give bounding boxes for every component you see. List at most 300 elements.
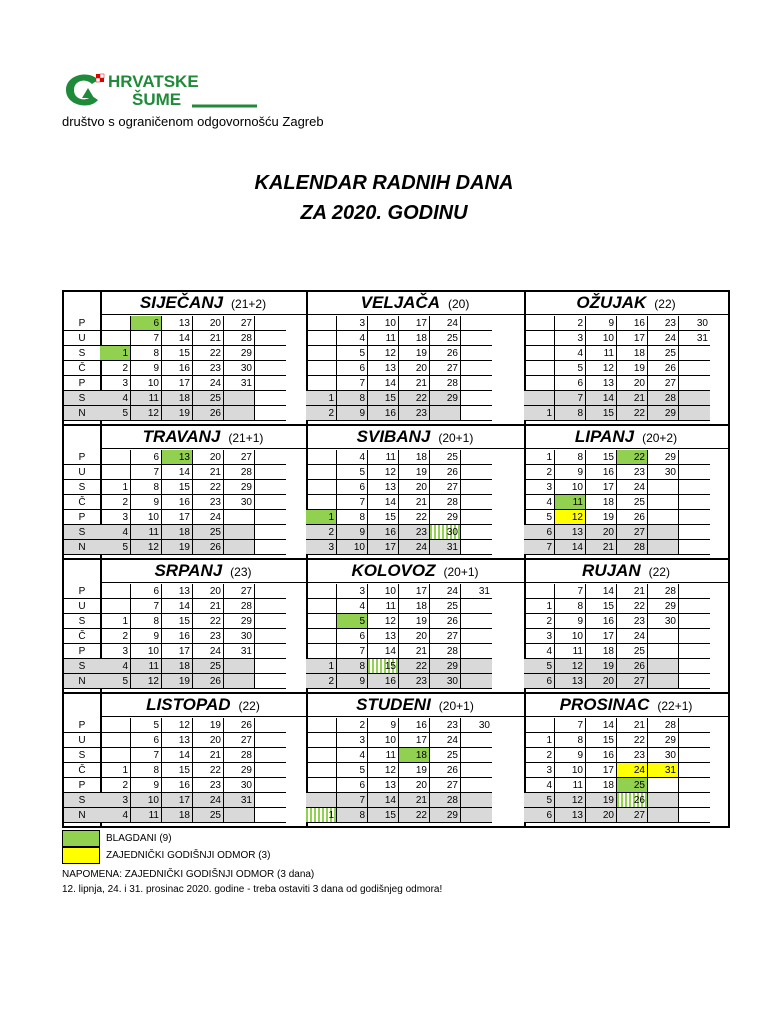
day-label: P [64, 450, 100, 465]
day-cell: 6 [337, 778, 368, 793]
day-cell: 23 [193, 361, 224, 376]
day-label: P [64, 718, 100, 733]
day-cell: 3 [100, 376, 131, 391]
week-row [306, 391, 524, 406]
day-cell [679, 644, 710, 659]
day-cell: 18 [586, 778, 617, 793]
day-cell [524, 584, 555, 599]
day-cell: 22 [617, 450, 648, 465]
week-row [306, 763, 524, 778]
day-cell: 16 [586, 614, 617, 629]
day-cell: 17 [368, 540, 399, 555]
day-cell: 12 [368, 465, 399, 480]
day-cell: 4 [337, 748, 368, 763]
day-cell: 18 [162, 659, 193, 674]
week-row [524, 793, 728, 808]
day-cell: 1 [100, 614, 131, 629]
day-cell: 3 [337, 584, 368, 599]
day-cell: 7 [131, 748, 162, 763]
week-row [306, 674, 524, 689]
day-cell: 31 [430, 540, 461, 555]
day-cell: 20 [399, 629, 430, 644]
note [62, 867, 442, 897]
day-cell [255, 778, 286, 793]
day-cell: 4 [555, 346, 586, 361]
day-cell: 2 [524, 748, 555, 763]
day-cell: 2 [555, 316, 586, 331]
day-cell [255, 659, 286, 674]
day-cell: 4 [100, 525, 131, 540]
day-label: P [64, 510, 100, 525]
week-row [524, 480, 728, 495]
day-cell [679, 718, 710, 733]
day-cell [306, 316, 337, 331]
day-label: U [64, 465, 100, 480]
day-cell: 19 [399, 465, 430, 480]
day-cell: 26 [617, 659, 648, 674]
day-cell: 17 [586, 763, 617, 778]
day-cell [224, 510, 255, 525]
day-cell: 3 [524, 629, 555, 644]
day-cell: 10 [337, 540, 368, 555]
day-cell: 12 [555, 510, 586, 525]
day-cell: 14 [586, 584, 617, 599]
week-row [524, 599, 728, 614]
day-cell: 15 [162, 763, 193, 778]
day-cell [306, 361, 337, 376]
day-cell [306, 748, 337, 763]
day-cell: 13 [555, 808, 586, 823]
day-cell: 1 [306, 510, 337, 525]
day-cell: 19 [162, 540, 193, 555]
day-cell: 18 [162, 525, 193, 540]
month-header [100, 426, 306, 449]
month-header [524, 560, 728, 583]
day-cell [461, 778, 492, 793]
day-cell [461, 480, 492, 495]
month-count: (20+1) [438, 431, 474, 445]
month-srpanj [100, 560, 308, 692]
day-cell: 7 [555, 391, 586, 406]
day-cell: 17 [162, 644, 193, 659]
day-cell: 11 [555, 495, 586, 510]
day-cell [306, 599, 337, 614]
day-cell [255, 331, 286, 346]
day-label: P [64, 316, 100, 331]
day-label: Č [64, 361, 100, 376]
day-cell: 7 [337, 644, 368, 659]
quarter-block [64, 560, 728, 694]
day-cell: 3 [524, 480, 555, 495]
week-row [100, 480, 306, 495]
day-cell: 1 [100, 763, 131, 778]
day-cell: 19 [586, 793, 617, 808]
day-cell [679, 763, 710, 778]
day-cell: 16 [162, 629, 193, 644]
day-cell [255, 465, 286, 480]
day-cell: 9 [368, 718, 399, 733]
day-cell: 4 [524, 778, 555, 793]
day-cell [306, 644, 337, 659]
day-cell: 19 [586, 659, 617, 674]
day-cell [306, 614, 337, 629]
day-cell: 19 [586, 510, 617, 525]
month-name: STUDENI [356, 695, 431, 714]
day-cell [679, 450, 710, 465]
day-cell: 18 [617, 346, 648, 361]
month-name: SVIBANJ [356, 427, 431, 446]
day-cell: 24 [399, 540, 430, 555]
day-cell: 12 [131, 540, 162, 555]
week-row [100, 748, 306, 763]
day-cell: 13 [368, 629, 399, 644]
day-cell: 24 [648, 331, 679, 346]
day-cell [100, 733, 131, 748]
day-cell: 29 [648, 450, 679, 465]
month-header [306, 560, 524, 583]
day-cell [524, 316, 555, 331]
day-cell: 15 [586, 450, 617, 465]
day-cell: 7 [131, 465, 162, 480]
day-cell: 4 [100, 391, 131, 406]
day-cell [679, 674, 710, 689]
month-count: (20) [448, 297, 470, 311]
legend-label: ZAJEDNIČKI GODIŠNJI ODMOR (3) [106, 850, 271, 861]
day-cell [255, 718, 286, 733]
day-cell: 7 [131, 331, 162, 346]
day-label: Č [64, 629, 100, 644]
day-cell [679, 465, 710, 480]
week-row [306, 495, 524, 510]
week-row [100, 450, 306, 465]
day-cell: 13 [162, 316, 193, 331]
day-cell: 29 [224, 614, 255, 629]
day-cell: 6 [524, 808, 555, 823]
day-cell: 8 [131, 763, 162, 778]
day-cell: 1 [524, 450, 555, 465]
day-cell [100, 450, 131, 465]
day-cell [648, 808, 679, 823]
day-label: S [64, 391, 100, 406]
day-cell [255, 614, 286, 629]
day-cell: 18 [399, 748, 430, 763]
day-cell: 24 [617, 763, 648, 778]
day-cell: 3 [337, 316, 368, 331]
day-cell: 29 [648, 406, 679, 421]
day-cell [461, 599, 492, 614]
day-cell: 12 [162, 718, 193, 733]
day-cell [679, 808, 710, 823]
day-cell: 29 [648, 733, 679, 748]
day-cell [100, 584, 131, 599]
day-cell [255, 391, 286, 406]
day-cell: 22 [193, 346, 224, 361]
day-cell [430, 406, 461, 421]
day-cell: 13 [555, 674, 586, 689]
day-cell: 18 [399, 599, 430, 614]
day-cell: 28 [224, 599, 255, 614]
week-row [100, 674, 306, 689]
day-cell: 11 [555, 778, 586, 793]
week-row [524, 629, 728, 644]
day-cell [461, 331, 492, 346]
month-header [306, 426, 524, 449]
day-cell: 12 [368, 346, 399, 361]
day-cell: 25 [193, 391, 224, 406]
week-row [524, 778, 728, 793]
day-cell: 28 [224, 465, 255, 480]
day-cell: 3 [524, 763, 555, 778]
day-cell [524, 391, 555, 406]
day-cell: 23 [648, 316, 679, 331]
day-cell: 22 [617, 733, 648, 748]
day-cell: 16 [368, 525, 399, 540]
day-cell [255, 346, 286, 361]
week-row [306, 406, 524, 421]
day-cell: 26 [224, 718, 255, 733]
day-cell [306, 793, 337, 808]
day-cell [255, 793, 286, 808]
month-svibanj [306, 426, 526, 558]
day-cell [255, 316, 286, 331]
week-row [524, 748, 728, 763]
day-cell: 28 [224, 748, 255, 763]
week-row [306, 450, 524, 465]
day-cell: 21 [586, 540, 617, 555]
week-row [524, 346, 728, 361]
day-cell: 21 [399, 793, 430, 808]
day-cell: 5 [100, 406, 131, 421]
week-row [100, 465, 306, 480]
day-cell: 17 [617, 331, 648, 346]
day-cell: 25 [617, 495, 648, 510]
day-cell: 28 [224, 331, 255, 346]
day-cell: 25 [430, 748, 461, 763]
day-cell: 26 [430, 346, 461, 361]
day-cell: 30 [648, 614, 679, 629]
day-cell: 28 [430, 376, 461, 391]
day-cell: 17 [162, 510, 193, 525]
month-header [100, 560, 306, 583]
day-label: U [64, 331, 100, 346]
day-cell: 5 [100, 674, 131, 689]
day-cell: 14 [586, 391, 617, 406]
day-cell: 27 [224, 450, 255, 465]
day-cell: 27 [430, 629, 461, 644]
day-cell: 16 [368, 406, 399, 421]
week-row [306, 793, 524, 808]
week-row [100, 778, 306, 793]
week-row [100, 361, 306, 376]
day-cell: 17 [399, 733, 430, 748]
day-cell: 1 [306, 659, 337, 674]
day-cell: 6 [337, 480, 368, 495]
day-labels [64, 694, 102, 826]
week-row [306, 778, 524, 793]
day-cell: 11 [368, 450, 399, 465]
legend [62, 830, 270, 864]
week-row [306, 614, 524, 629]
week-row [524, 510, 728, 525]
day-cell: 26 [193, 540, 224, 555]
day-cell [306, 346, 337, 361]
day-cell: 4 [100, 808, 131, 823]
week-row [306, 346, 524, 361]
quarter-block [64, 292, 728, 426]
day-cell: 16 [162, 495, 193, 510]
month-name: TRAVANJ [142, 427, 221, 446]
day-cell: 1 [524, 406, 555, 421]
day-cell: 5 [524, 510, 555, 525]
day-cell [461, 450, 492, 465]
day-cell [255, 674, 286, 689]
day-cell [100, 718, 131, 733]
day-cell [224, 659, 255, 674]
day-cell: 8 [555, 733, 586, 748]
day-cell: 14 [368, 793, 399, 808]
day-cell [461, 510, 492, 525]
day-cell: 28 [648, 584, 679, 599]
day-cell: 9 [131, 629, 162, 644]
day-cell [306, 718, 337, 733]
company-subtitle: društvo s ograničenom odgovornošću Zagreb [62, 114, 324, 129]
day-cell: 30 [224, 361, 255, 376]
day-cell: 25 [648, 346, 679, 361]
day-cell [679, 659, 710, 674]
day-cell: 9 [131, 495, 162, 510]
month-header [100, 694, 306, 717]
day-cell: 24 [193, 510, 224, 525]
day-cell [679, 793, 710, 808]
day-cell [255, 644, 286, 659]
day-cell [648, 659, 679, 674]
day-cell [255, 361, 286, 376]
day-cell [306, 584, 337, 599]
week-row [100, 644, 306, 659]
day-cell: 13 [162, 450, 193, 465]
month-prosinac [524, 694, 728, 826]
day-cell [306, 480, 337, 495]
day-cell [524, 346, 555, 361]
day-cell: 10 [368, 733, 399, 748]
week-row [524, 584, 728, 599]
page-title: KALENDAR RADNIH DANA [254, 172, 514, 194]
day-cell: 13 [586, 376, 617, 391]
month-count: (20+2) [642, 431, 678, 445]
day-label: S [64, 659, 100, 674]
day-cell: 10 [368, 316, 399, 331]
day-cell: 17 [586, 480, 617, 495]
day-cell: 19 [399, 763, 430, 778]
day-cell: 4 [337, 599, 368, 614]
day-cell: 8 [337, 510, 368, 525]
day-cell: 18 [586, 644, 617, 659]
day-label: N [64, 540, 100, 555]
day-cell [648, 510, 679, 525]
day-cell [461, 391, 492, 406]
day-cell: 26 [193, 674, 224, 689]
day-cell: 16 [399, 718, 430, 733]
day-cell: 24 [430, 584, 461, 599]
day-cell: 3 [100, 793, 131, 808]
day-cell: 23 [617, 614, 648, 629]
day-cell: 15 [586, 599, 617, 614]
day-cell: 5 [337, 465, 368, 480]
day-cell [100, 748, 131, 763]
day-cell: 16 [368, 674, 399, 689]
day-cell [461, 525, 492, 540]
week-row [524, 450, 728, 465]
day-cell [461, 748, 492, 763]
day-cell: 20 [193, 316, 224, 331]
day-cell: 11 [586, 346, 617, 361]
day-cell: 12 [131, 406, 162, 421]
day-cell [255, 376, 286, 391]
day-cell [679, 480, 710, 495]
day-cell: 21 [617, 584, 648, 599]
day-cell [100, 316, 131, 331]
day-cell: 31 [648, 763, 679, 778]
day-label: S [64, 480, 100, 495]
day-cell: 15 [368, 391, 399, 406]
day-cell [461, 763, 492, 778]
day-cell: 29 [648, 599, 679, 614]
month-name: PROSINAC [559, 695, 650, 714]
day-cell: 19 [162, 674, 193, 689]
day-cell [679, 346, 710, 361]
day-cell [224, 674, 255, 689]
day-cell: 8 [337, 659, 368, 674]
day-cell: 29 [430, 659, 461, 674]
day-cell: 10 [131, 510, 162, 525]
day-cell: 31 [679, 331, 710, 346]
quarter-block [64, 694, 728, 826]
day-cell: 30 [461, 718, 492, 733]
day-cell: 21 [617, 391, 648, 406]
day-label: U [64, 599, 100, 614]
day-cell: 10 [131, 376, 162, 391]
day-cell: 14 [162, 331, 193, 346]
day-cell [679, 361, 710, 376]
day-cell: 1 [524, 733, 555, 748]
month-count: (21+2) [231, 297, 267, 311]
day-cell [679, 495, 710, 510]
note-line-1: NAPOMENA: ZAJEDNIČKI GODIŠNJI ODMOR (3 dana) [62, 869, 315, 880]
day-cell: 25 [193, 525, 224, 540]
day-cell: 25 [430, 331, 461, 346]
day-cell: 11 [131, 525, 162, 540]
month-header [306, 694, 524, 717]
week-row [100, 376, 306, 391]
day-labels [64, 426, 102, 558]
week-row [306, 718, 524, 733]
day-cell [461, 465, 492, 480]
week-row [100, 391, 306, 406]
day-cell: 8 [555, 450, 586, 465]
day-cell: 11 [368, 748, 399, 763]
week-row [524, 540, 728, 555]
month-name: SIJEČANJ [139, 293, 224, 312]
day-cell: 28 [430, 644, 461, 659]
day-cell: 11 [131, 659, 162, 674]
day-cell: 1 [524, 599, 555, 614]
week-row [306, 480, 524, 495]
day-cell: 20 [617, 376, 648, 391]
day-cell: 30 [648, 465, 679, 480]
week-row [100, 346, 306, 361]
day-cell: 25 [193, 808, 224, 823]
day-cell: 10 [586, 331, 617, 346]
